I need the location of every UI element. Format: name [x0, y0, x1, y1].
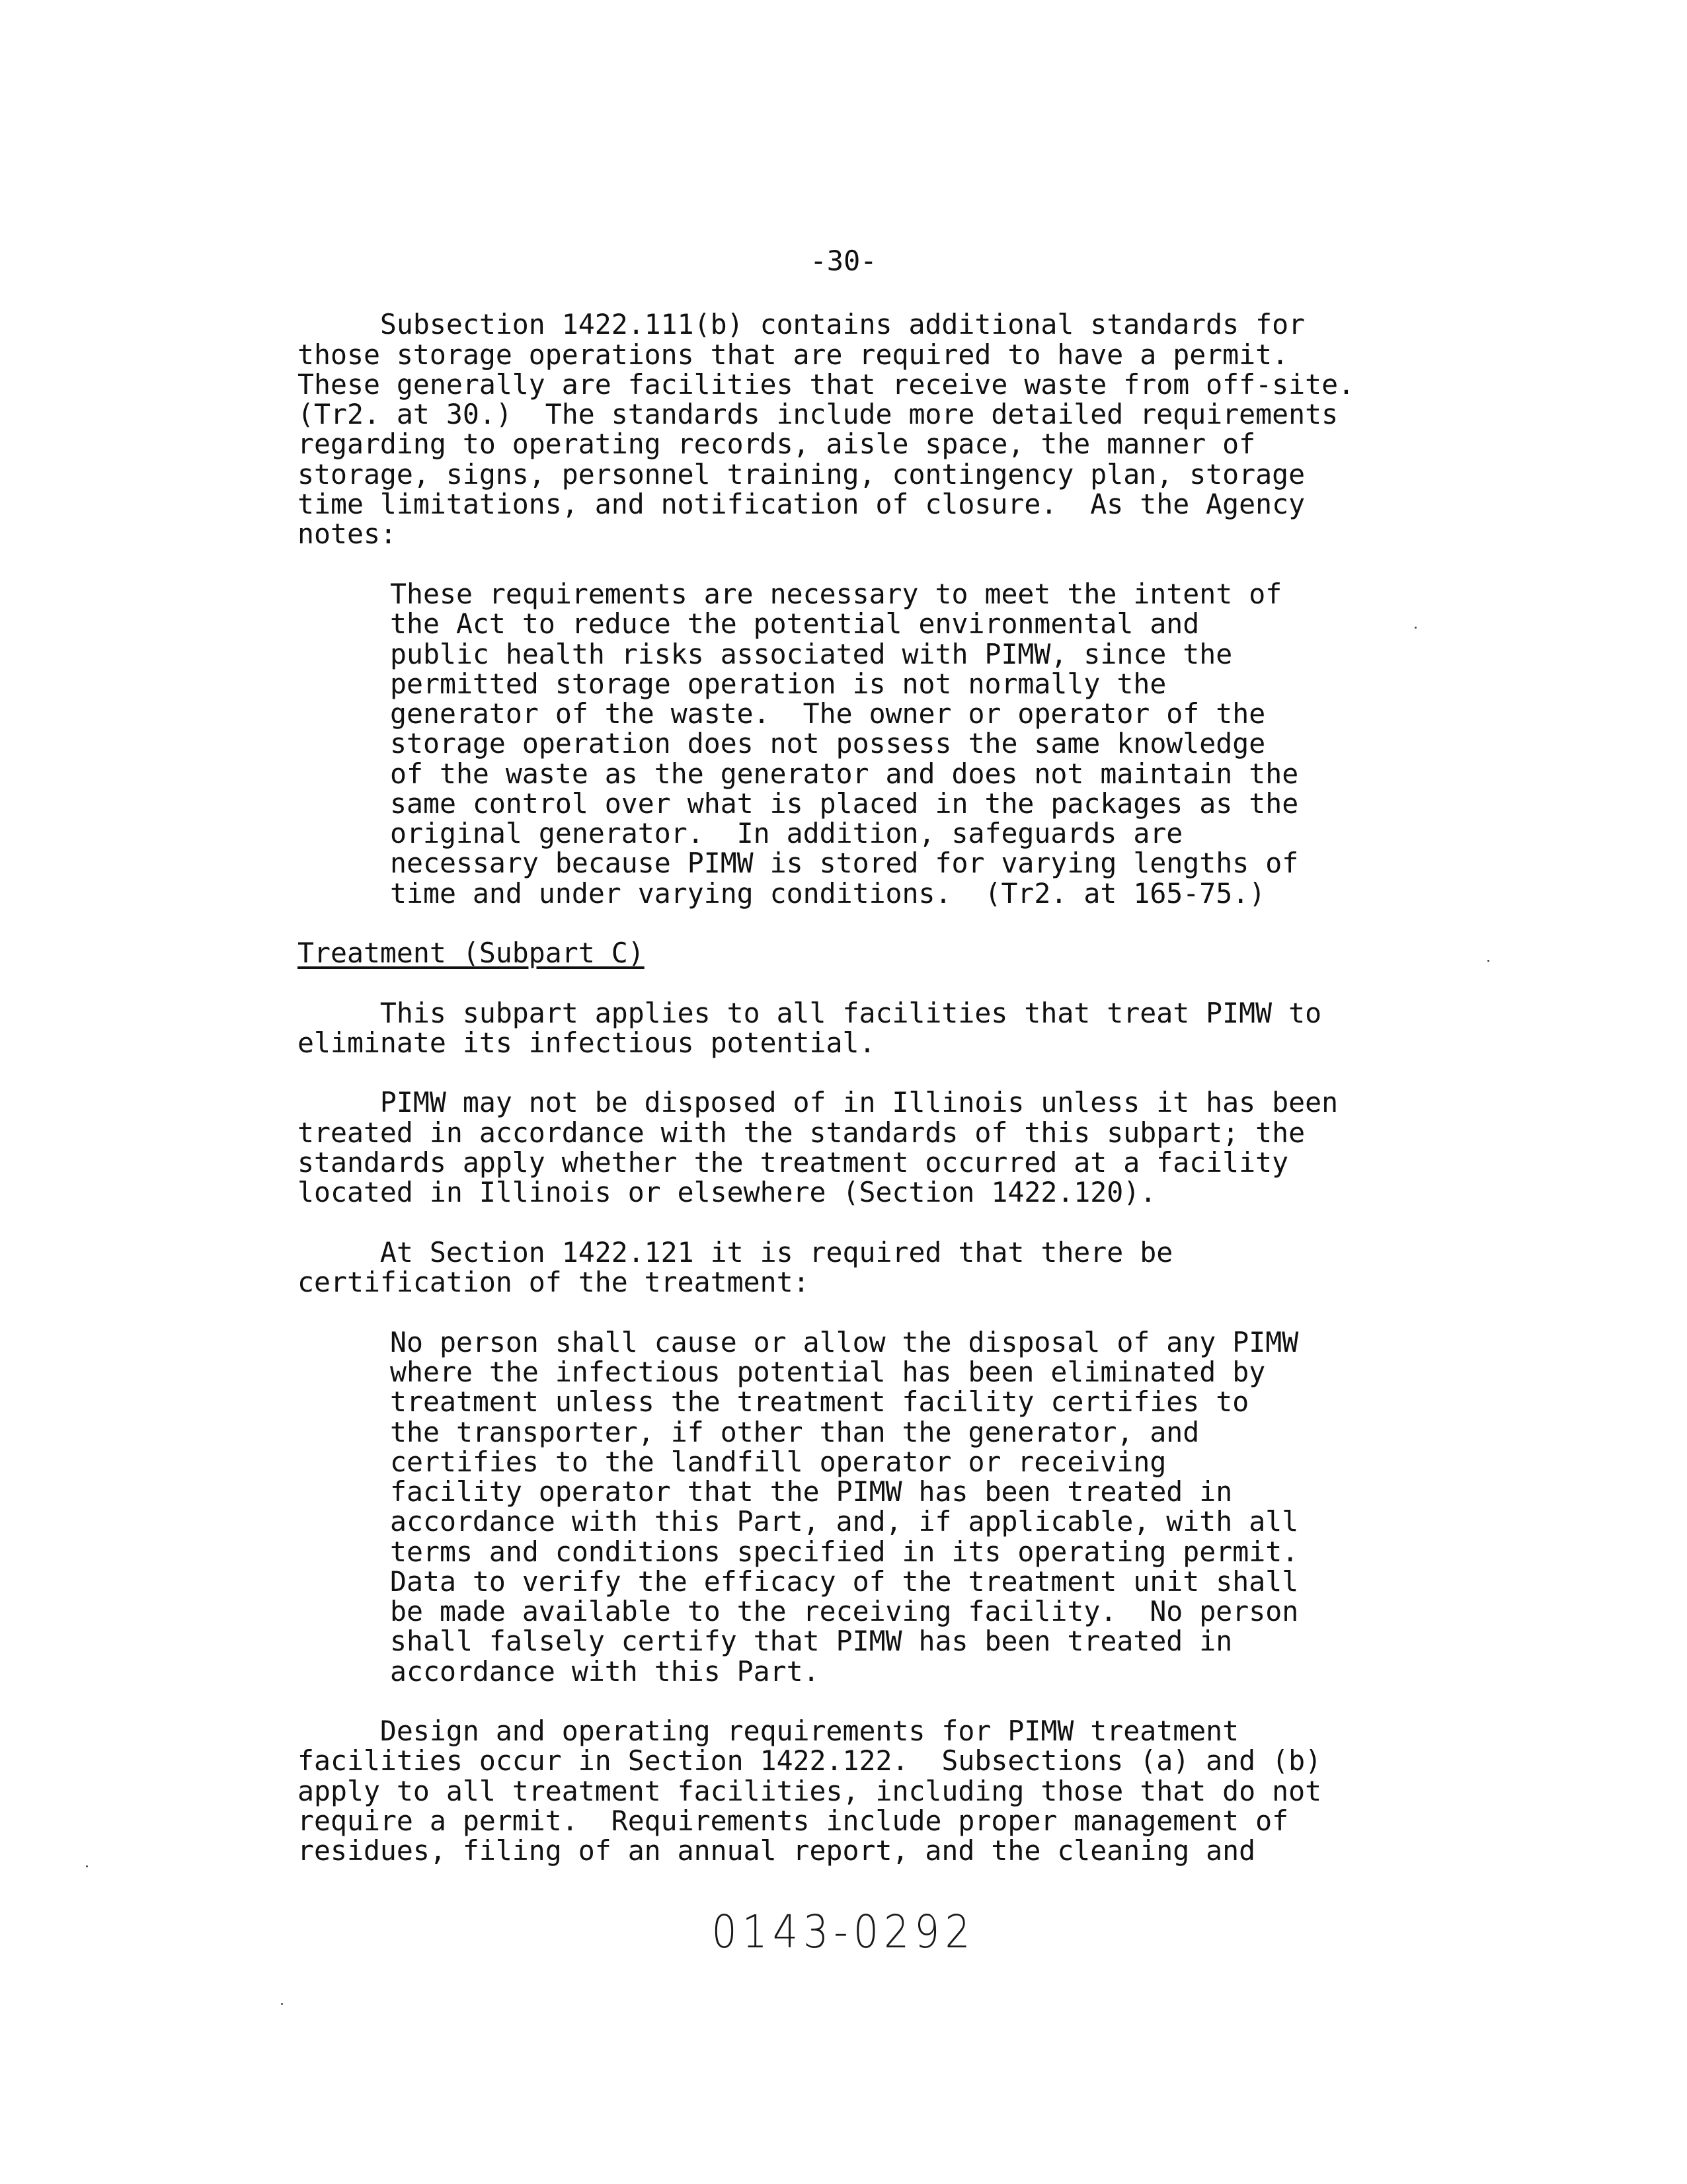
paragraph-line: Subsection 1422.111(b) contains additional standards for	[297, 308, 1306, 340]
page-number: -30-	[810, 245, 877, 277]
paragraph-line: This subpart applies to all facilities that treat PIMW to	[297, 997, 1322, 1029]
quote-line: original generator. In addition, safeguards are	[390, 817, 1183, 849]
quote-line: of the waste as the generator and does not maintain the	[390, 758, 1299, 790]
document-stamp: 0143-0292	[711, 1905, 976, 1959]
paragraph-line: residues, filing of an annual report, and the cleaning and	[297, 1834, 1256, 1867]
quote-line: shall falsely certify that PIMW has been treated in	[390, 1625, 1233, 1657]
paragraph-line: (Tr2. at 30.) The standards include more detailed requirements	[297, 398, 1339, 430]
paragraph-line: apply to all treatment facilities, including those that do not	[297, 1775, 1322, 1807]
paragraph-line: Design and operating requirements for PIMW treatment	[297, 1715, 1239, 1747]
paragraph-line: certification of the treatment:	[297, 1266, 810, 1298]
paragraph-line: These generally are facilities that receive waste from off-site.	[297, 368, 1355, 401]
quote-line: treatment unless the treatment facility certifies to	[390, 1385, 1249, 1418]
paragraph-line: eliminate its infectious potential.	[297, 1027, 876, 1059]
quote-line: the Act to reduce the potential environmental and	[390, 607, 1200, 640]
quote-line: facility operator that the PIMW has been treated in	[390, 1475, 1233, 1508]
quote-line: No person shall cause or allow the disposal of any PIMW	[390, 1326, 1299, 1358]
quote-line: where the infectious potential has been eliminated by	[390, 1356, 1266, 1388]
quote-line: time and under varying conditions. (Tr2. at 165-75.)	[390, 877, 1266, 910]
quote-line: accordance with this Part.	[390, 1655, 820, 1688]
quote-line: be made available to the receiving facility. No person	[390, 1595, 1299, 1627]
quote-line: same control over what is placed in the packages as the	[390, 787, 1299, 820]
quote-line: certifies to the landfill operator or receiving	[390, 1446, 1167, 1478]
scan-speck	[281, 2003, 283, 2005]
paragraph-line: located in Illinois or elsewhere (Section 1422.120).	[297, 1176, 1157, 1208]
paragraph-line: storage, signs, personnel training, contingency plan, storage	[297, 458, 1306, 490]
scan-speck	[1415, 627, 1417, 629]
paragraph-line: treated in accordance with the standards of this subpart; the	[297, 1116, 1306, 1149]
quote-line: accordance with this Part, and, if applicable, with all	[390, 1505, 1299, 1538]
quote-line: These requirements are necessary to meet the intent of	[390, 578, 1282, 610]
quote-line: Data to verify the efficacy of the treatment unit shall	[390, 1565, 1299, 1598]
paragraph-line: PIMW may not be disposed of in Illinois unless it has been	[297, 1086, 1339, 1118]
quote-line: public health risks associated with PIMW, since the	[390, 638, 1233, 670]
paragraph-line: standards apply whether the treatment occurred at a facility	[297, 1146, 1289, 1179]
paragraph-line: regarding to operating records, aisle space, the manner of	[297, 428, 1256, 460]
quote-line: permitted storage operation is not normally the	[390, 668, 1167, 700]
paragraph-line: notes:	[297, 518, 397, 550]
paragraph-line: time limitations, and notification of closure. As the Agency	[297, 488, 1306, 520]
scan-speck	[1487, 960, 1489, 962]
quote-line: necessary because PIMW is stored for varying lengths of	[390, 847, 1299, 879]
quote-line: storage operation does not possess the same knowledge	[390, 727, 1266, 760]
paragraph-line: At Section 1422.121 it is required that there be	[297, 1236, 1173, 1268]
scan-speck	[86, 1865, 88, 1867]
paragraph-line: facilities occur in Section 1422.122. Subsections (a) and (b)	[297, 1744, 1322, 1777]
quote-line: generator of the waste. The owner or operator of the	[390, 697, 1266, 730]
quote-line: terms and conditions specified in its operating permit.	[390, 1536, 1299, 1568]
quote-line: the transporter, if other than the generator, and	[390, 1416, 1200, 1448]
paragraph-line: require a permit. Requirements include proper management of	[297, 1805, 1289, 1837]
paragraph-line: those storage operations that are required to have a permit.	[297, 338, 1289, 371]
section-heading-treatment: Treatment (Subpart C)	[297, 937, 645, 969]
